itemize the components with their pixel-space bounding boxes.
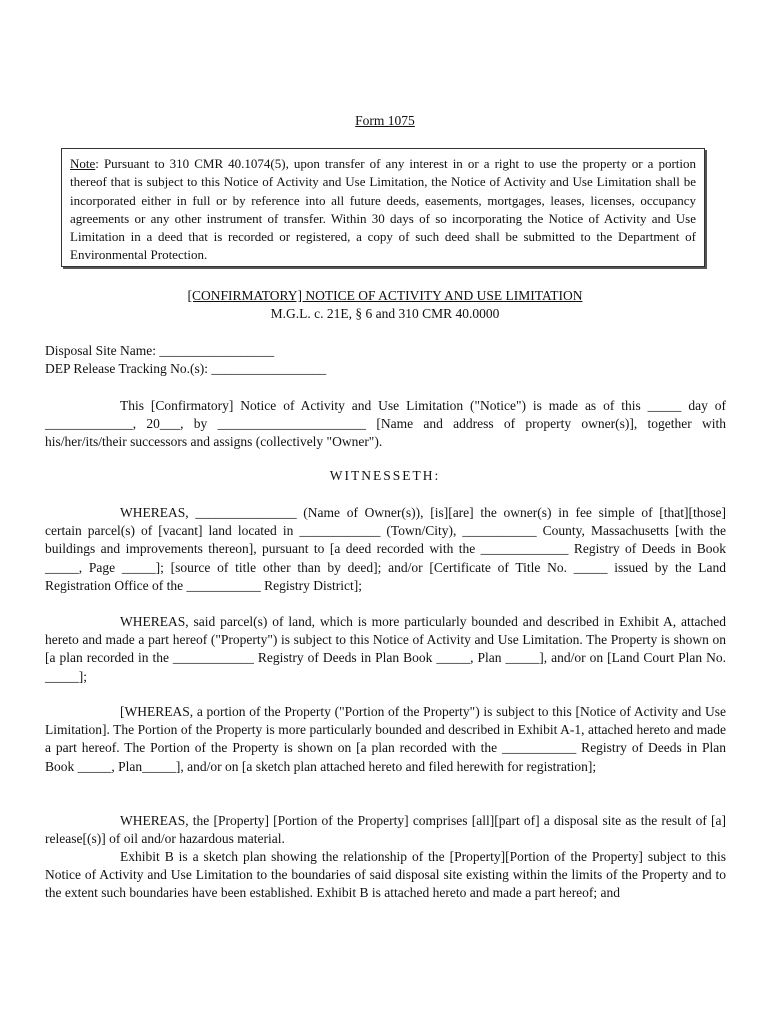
witnesseth-heading: WITNESSETH: <box>329 468 441 483</box>
disposal-site-name-field: Disposal Site Name: _________________ <box>45 343 275 358</box>
whereas-property-paragraph: WHEREAS, said parcel(s) of land, which is more particularly bounded and described in Exhibit A, attached hereto and made a part hereof ("Property") is subject to this Notice of Activity and Use Limitation. The Property is shown on [a plan recorded in the ____________ Registry of Deeds in Plan Book _____, Plan _____], and/or on [Land Court Plan No. _____]; <box>45 614 726 684</box>
note-box <box>61 148 705 267</box>
whereas-disposal-site-paragraph: WHEREAS, the [Property] [Portion of the Property] comprises [all][part of] a disposal site as the result of [a] release[(s)] of oil and/or hazardous material. <box>45 813 726 847</box>
note-text: : Pursuant to 310 CMR 40.1074(5), upon transfer of any interest in or a right to use the property or a portion thereof that is subject to this Notice of Activity and Use Limitation, the Notice of Activity and Use Limitation shall be incorporated either in full or by reference into all future deeds, easements, mortgages, leases, licenses, occupancy agreements or any other instrument of transfer. Within 30 days of so incorporating the Notice of Activity and Use Limitation in a deed that is recorded or registered, a copy of such deed shall be submitted to the Department of Environmental Protection. <box>70 156 696 263</box>
intro-paragraph: This [Confirmatory] Notice of Activity and Use Limitation ("Notice") is made as of this _____ day of _____________, 20___, by ______________________ [Name and address of property owner(s)], together with his/her/its/their successors and assigns (collectively "Owner"). <box>45 398 726 450</box>
whereas-owner-paragraph: WHEREAS, _______________ (Name of Owner(s)), [is][are] the owner(s) in fee simple of [that][those] certain parcel(s) of [vacant] land located in ____________ (Town/City), ___________ County, Massachusetts [with the buildings and improvements thereon], pursuant to [a deed recorded with the _____________ Registry of Deeds in Book _____, Page _____]; [source of title other than by deed]; and/or [Certificate of Title No. _____ issued by the Land Registration Office of the ___________ Registry District]; <box>45 505 726 593</box>
note-label: Note <box>70 156 96 171</box>
exhibit-b-paragraph: Exhibit B is a sketch plan showing the relationship of the [Property][Portion of the Property] subject to this Notice of Activity and Use Limitation to the boundaries of said disposal site existing within the limits of the Property and to the extent such boundaries have been established. Exhibit B is attached hereto and made a part hereof; and <box>45 849 726 901</box>
whereas-portion-paragraph: [WHEREAS, a portion of the Property ("Portion of the Property") is subject to this [Notice of Activity and Use Limitation]. The Portion of the Property is more particularly bounded and described in Exhibit A-1, attached hereto and made a part hereof. The Portion of the Property is shown on [a plan recorded with the ___________ Registry of Deeds in Plan Book _____, Plan_____], and/or on [a sketch plan attached hereto and filed herewith for registration]; <box>45 704 726 774</box>
form-title: Form 1075 <box>355 113 415 128</box>
notice-subtitle: M.G.L. c. 21E, § 6 and 310 CMR 40.0000 <box>270 306 500 321</box>
dep-release-tracking-field: DEP Release Tracking No.(s): _________________ <box>45 361 327 376</box>
notice-title: [CONFIRMATORY] NOTICE OF ACTIVITY AND USE LIMITATION <box>187 288 583 303</box>
